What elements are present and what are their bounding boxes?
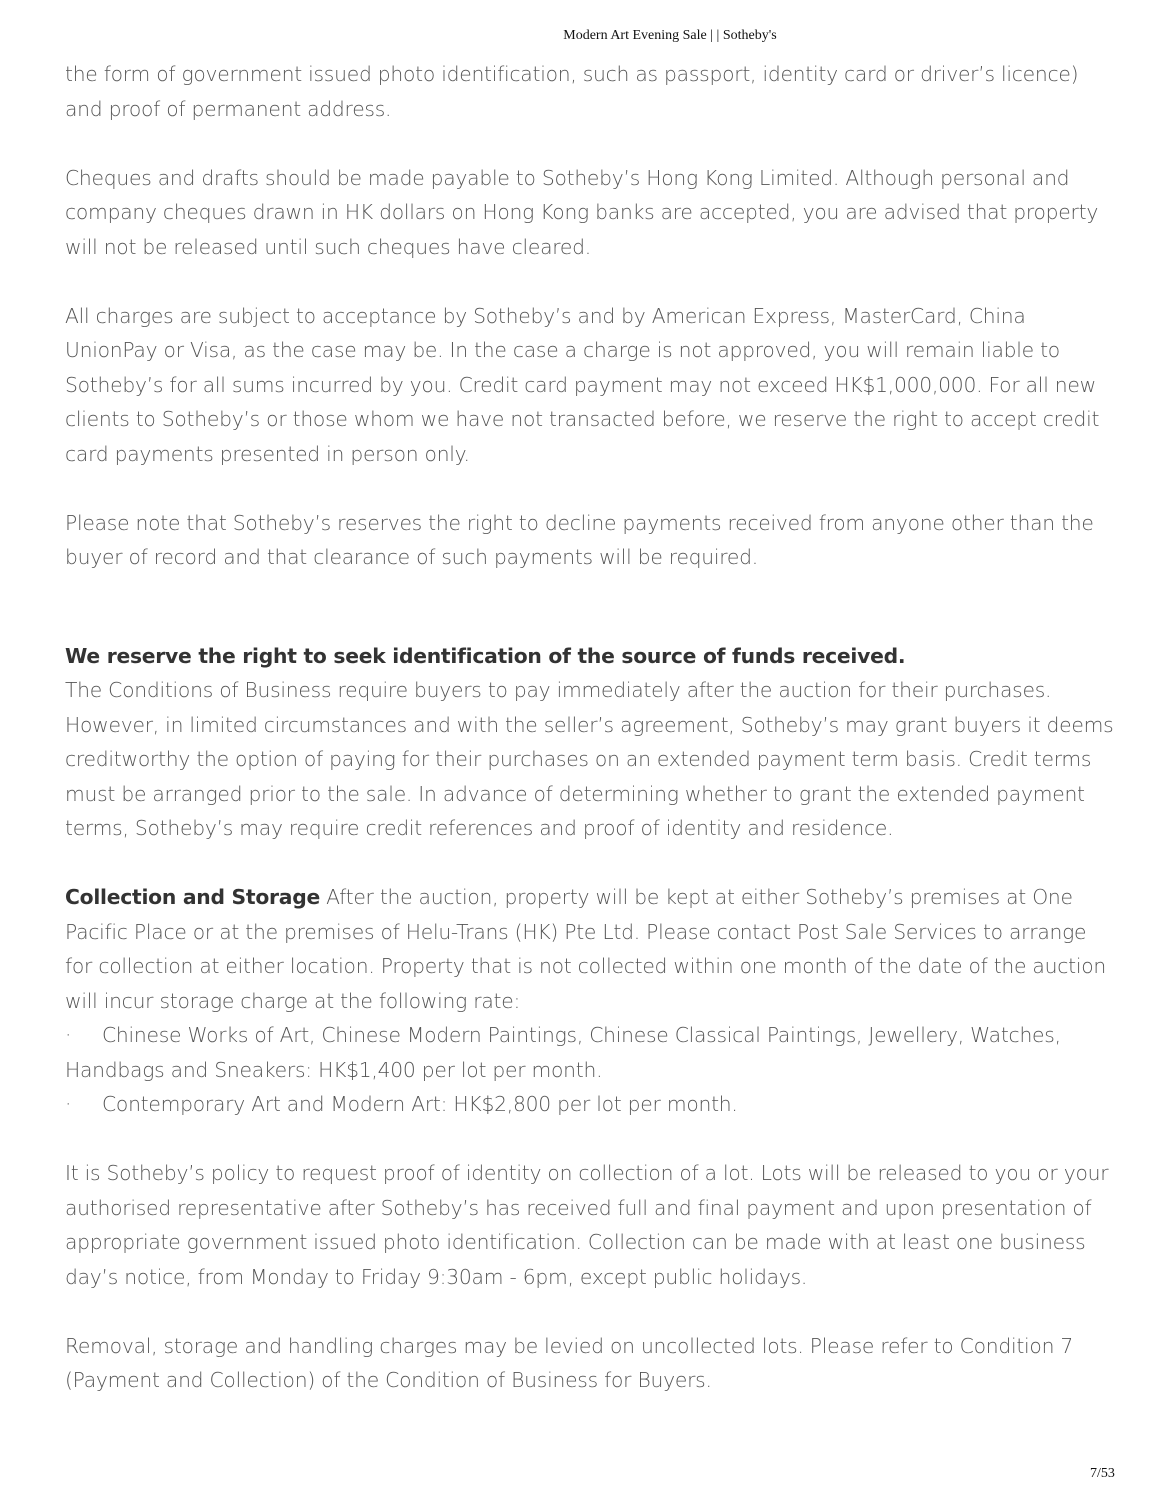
page-header-title: Modern Art Evening Sale | | Sotheby's [563, 28, 777, 43]
conditions-paragraph: The Conditions of Business require buyers to pay immediately after the auction for their purchases. However, in limited circumstances and with the seller’s agreement, Sotheby’s may grant buyers it deems creditworthy the option of paying for their purchases on an extended payment term basis. Credit terms must be arranged prior to the sale. In advance of determining whether to grant the extended payment terms, Sotheby’s may require credit references and proof of identity and residence. [65, 678, 1114, 840]
decline-paragraph: Please note that Sotheby’s reserves the right to decline payments received from anyone other than the buyer of record and that clearance of such payments will be required. [65, 510, 1094, 569]
page-number: 7/53 [1090, 1466, 1115, 1481]
policy-paragraph: It is Sotheby’s policy to request proof of identity on collection of a lot. Lots will be released to you or your authorised representative after Sotheby’s has received full and final payment and upon presentation of appropriate government issued photo identification. Collection can be made with at least one business day’s notice, from Monday to Friday 9:30am - 6pm, except public holidays. [65, 1161, 1109, 1289]
paragraph-spacer [65, 1294, 1115, 1329]
bullet-icon: · [65, 1023, 72, 1047]
id-continued-paragraph: the form of government issued photo identification, such as passport, identity card or driver’s licence) and proof of permanent address. [65, 62, 1079, 121]
rate-list-item [65, 1087, 1115, 1122]
collection-paragraph [65, 880, 1115, 1018]
section-spacer [65, 575, 1115, 639]
rate-list-item [65, 1018, 1115, 1087]
paragraph-spacer [65, 126, 1115, 161]
rate-text: Contemporary Art and Modern Art: HK$2,800 per lot per month. [102, 1092, 738, 1116]
source-of-funds-heading: We reserve the right to seek identification of the source of funds received. [65, 643, 906, 668]
collection-heading: Collection and Storage [65, 885, 320, 909]
removal-paragraph: Removal, storage and handling charges may be levied on uncollected lots. Please refer to Condition 7 (Payment and Collection) of the Condition of Business for Buyers. [65, 1333, 1074, 1392]
document-body [65, 57, 1115, 1398]
charges-paragraph: All charges are subject to acceptance by Sotheby’s and by American Express, MasterCard, China UnionPay or Visa, as the case may be. In the case a charge is not approved, you will remain liable to Sotheby’s for all sums incurred by you. Credit card payment may not exceed HK$1,000,000. For all new clients to Sotheby’s or those whom we have not transacted before, we reserve the right to accept credit card payments presented in person only. [65, 303, 1100, 466]
paragraph-spacer [65, 264, 1115, 299]
paragraph-spacer [65, 846, 1115, 881]
paragraph-spacer [65, 471, 1115, 506]
collection-text: After the auction, property will be kept at either Sotheby’s premises at One Pacific Place or at the premises of Helu-Trans (HK) Pte Ltd. Please contact Post Sale Services to arrange for collection at either location. Property that is not collected within one month of the date of the auction will incur storage charge at the following rate: [65, 885, 1106, 1013]
paragraph-spacer [65, 1122, 1115, 1157]
bullet-icon: · [65, 1092, 72, 1116]
cheques-paragraph: Cheques and drafts should be made payable to Sotheby’s Hong Kong Limited. Although personal and company cheques drawn in HK dollars on Hong Kong banks are accepted, you are advised that property will not be released until such cheques have cleared. [65, 165, 1099, 259]
rate-text: Chinese Works of Art, Chinese Modern Paintings, Chinese Classical Paintings, Jewellery, Watches, Handbags and Sneakers: HK$1,400 per lot per month. [65, 1023, 1061, 1082]
